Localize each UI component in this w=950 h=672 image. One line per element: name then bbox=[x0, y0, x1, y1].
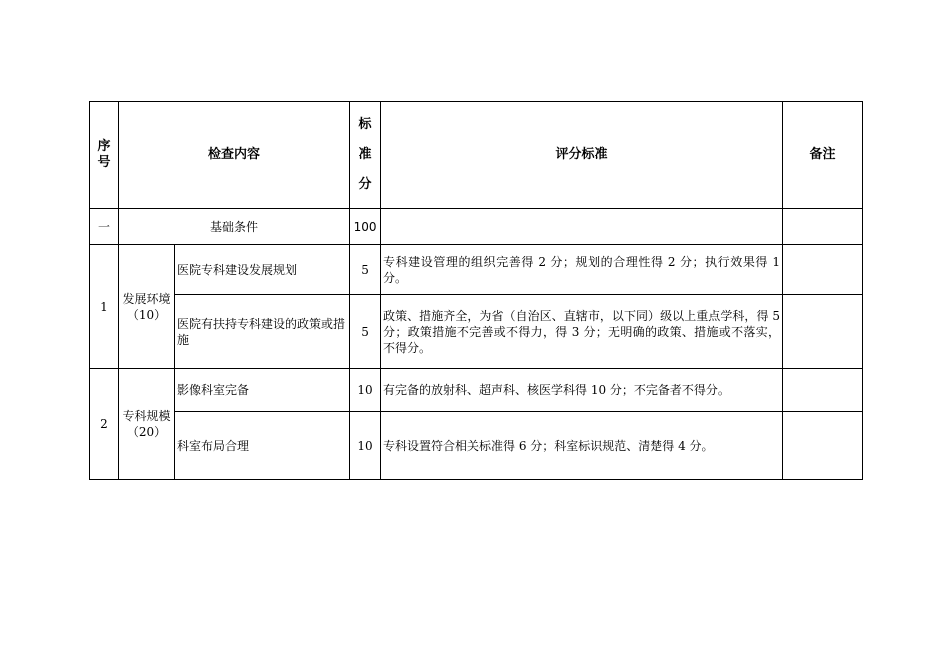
inspection-score-table bbox=[89, 101, 863, 480]
group-seq: 1 bbox=[90, 245, 119, 369]
header-content: 检查内容 bbox=[119, 102, 350, 209]
header-criteria: 评分标准 bbox=[381, 102, 783, 209]
item-remark bbox=[783, 412, 863, 480]
header-score-char-1: 标 bbox=[358, 117, 372, 132]
section-remark bbox=[783, 209, 863, 245]
table-row bbox=[90, 412, 863, 480]
item-remark bbox=[783, 245, 863, 295]
item-content: 科室布局合理 bbox=[175, 412, 350, 480]
header-score-char-2: 准 bbox=[358, 147, 372, 162]
item-criteria: 政策、措施齐全，为省（自治区、直辖市，以下同）级以上重点学科，得 5 分；政策措施不完善或不得力，得 3 分；无明确的政策、措施或不落实，不得分。 bbox=[381, 295, 783, 369]
group-seq: 2 bbox=[90, 369, 119, 480]
section-criteria bbox=[381, 209, 783, 245]
group-category: 发展环境（10） bbox=[119, 245, 175, 369]
item-content: 影像科室完备 bbox=[175, 369, 350, 412]
table-row bbox=[90, 369, 863, 412]
table-row bbox=[90, 245, 863, 295]
header-remark: 备注 bbox=[783, 102, 863, 209]
header-score bbox=[350, 102, 381, 209]
section-score: 100 bbox=[350, 209, 381, 245]
item-score: 10 bbox=[350, 369, 381, 412]
section-seq: 一 bbox=[90, 209, 119, 245]
header-score-char-3: 分 bbox=[358, 177, 372, 192]
table-row bbox=[90, 295, 863, 369]
item-content: 医院有扶持专科建设的政策或措施 bbox=[175, 295, 350, 369]
item-score: 5 bbox=[350, 245, 381, 295]
item-criteria: 专科设置符合相关标准得 6 分；科室标识规范、清楚得 4 分。 bbox=[381, 412, 783, 480]
item-score: 10 bbox=[350, 412, 381, 480]
item-criteria: 有完备的放射科、超声科、核医学科得 10 分；不完备者不得分。 bbox=[381, 369, 783, 412]
header-row bbox=[90, 102, 863, 209]
item-remark bbox=[783, 369, 863, 412]
item-remark bbox=[783, 295, 863, 369]
group-category: 专科规模（20） bbox=[119, 369, 175, 480]
section-title: 基础条件 bbox=[119, 209, 350, 245]
header-seq: 序号 bbox=[90, 102, 119, 209]
item-score: 5 bbox=[350, 295, 381, 369]
item-content: 医院专科建设发展规划 bbox=[175, 245, 350, 295]
item-criteria: 专科建设管理的组织完善得 2 分；规划的合理性得 2 分；执行效果得 1 分。 bbox=[381, 245, 783, 295]
section-row bbox=[90, 209, 863, 245]
